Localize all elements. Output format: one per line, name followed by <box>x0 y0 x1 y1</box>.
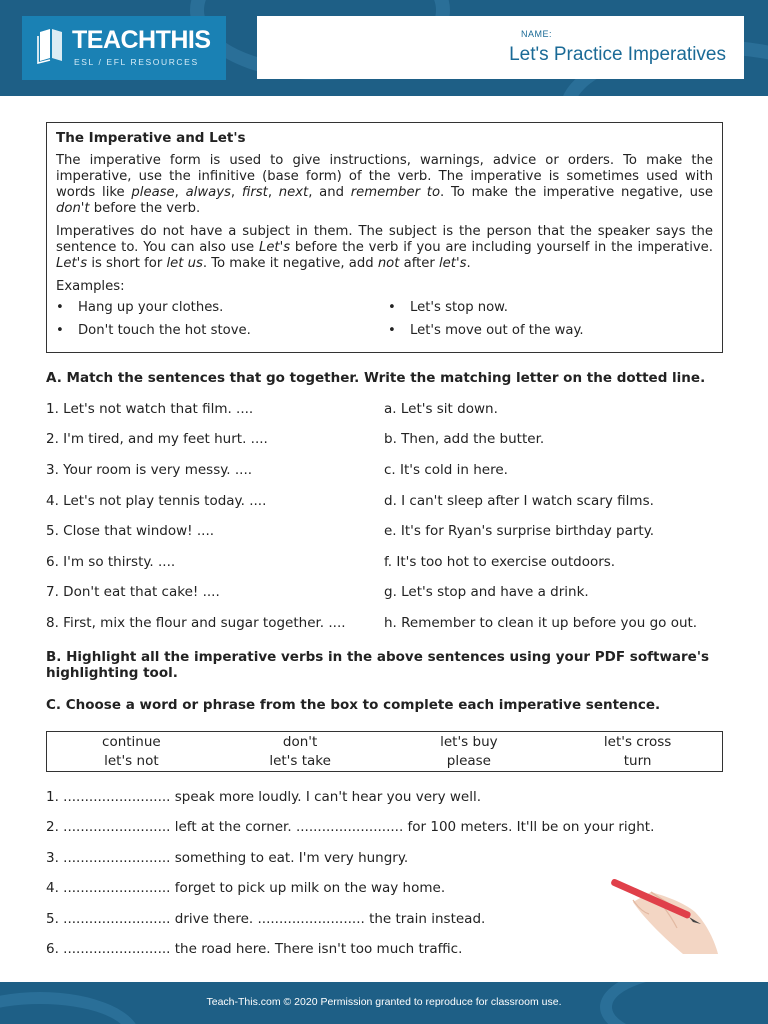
grammar-info-box <box>46 122 723 353</box>
word-option: let's cross <box>603 733 672 750</box>
fill-in-sentence[interactable]: 3. ......................... something to eat. I'm very hungry. <box>46 850 409 866</box>
word-option: let's take <box>269 752 331 769</box>
word-option: continue <box>102 733 161 750</box>
section-b-heading: B. Highlight all the imperative verbs in the above sentences using your PDF software's highlighting tool. <box>46 649 710 681</box>
bullet-icon: • <box>56 300 64 315</box>
fill-in-sentence[interactable]: 5. ......................... drive there. ......................... the train instead. <box>46 911 486 927</box>
word-option: let's buy <box>440 733 498 750</box>
example-item <box>388 323 708 339</box>
name-label: NAME: <box>520 29 552 39</box>
match-left-item[interactable]: 2. I'm tired, and my feet hurt. .... <box>46 431 268 447</box>
text: . <box>466 256 471 271</box>
example-text: Let's stop now. <box>410 300 508 315</box>
info-paragraph-2 <box>56 224 713 272</box>
match-left-item[interactable]: 5. Close that window! .... <box>46 523 215 539</box>
emphasis: remember to <box>350 185 441 200</box>
emphasis: please <box>131 185 175 200</box>
text: , <box>230 185 242 200</box>
examples-label: Examples: <box>56 279 125 294</box>
match-right-item: b. Then, add the butter. <box>384 431 545 447</box>
page-footer <box>0 982 768 1024</box>
page-header <box>0 0 768 96</box>
info-paragraph-1 <box>56 153 713 217</box>
emphasis: Let's <box>56 256 88 271</box>
emphasis: next <box>278 185 309 200</box>
section-c-heading: C. Choose a word or phrase from the box to complete each imperative sentence. <box>46 697 661 713</box>
example-text: Don't touch the hot stove. <box>78 323 251 338</box>
logo-subtitle: ESL / EFL RESOURCES <box>74 57 199 67</box>
logo[interactable] <box>22 16 226 80</box>
text: after <box>399 256 440 271</box>
info-heading: The Imperative and Let's <box>56 130 246 146</box>
fill-in-sentence[interactable]: 6. ......................... the road here. There isn't too much traffic. <box>46 941 463 957</box>
match-left-item[interactable]: 6. I'm so thirsty. .... <box>46 554 176 570</box>
match-left-item[interactable]: 4. Let's not play tennis today. .... <box>46 493 267 509</box>
logo-title: TEACHTHIS <box>72 26 211 54</box>
text: before the verb. <box>89 201 201 216</box>
bullet-icon: • <box>56 323 64 338</box>
emphasis: let's <box>439 256 467 271</box>
text: , and <box>308 185 351 200</box>
word-option: let's not <box>104 752 159 769</box>
emphasis: first <box>241 185 268 200</box>
text: The imperative form is used to give instructions, warnings, advice or orders. To make the imperative, use the infinitive (base form) of the verb. The imperative is sometimes used with words like <box>56 153 713 200</box>
text: , <box>174 185 186 200</box>
fill-in-sentence[interactable]: 2. ......................... left at the corner. ......................... for 100 meters. It'll be on your right. <box>46 819 655 835</box>
bullet-icon: • <box>388 323 396 338</box>
match-left-item[interactable]: 8. First, mix the flour and sugar together. .... <box>46 615 346 631</box>
emphasis: let us <box>166 256 203 271</box>
match-right-item: f. It's too hot to exercise outdoors. <box>384 554 616 570</box>
word-option: don't <box>282 733 318 750</box>
page-title: Let's Practice Imperatives <box>509 44 726 65</box>
book-icon <box>36 28 66 64</box>
match-left-item[interactable]: 3. Your room is very messy. .... <box>46 462 253 478</box>
example-item <box>388 300 708 316</box>
match-right-item: g. Let's stop and have a drink. <box>384 584 589 600</box>
word-box <box>46 731 723 772</box>
match-left-item[interactable]: 1. Let's not watch that film. .... <box>46 401 254 417</box>
text: before the verb if you are including yourself in the imperative. <box>290 240 713 255</box>
match-right-item: d. I can't sleep after I watch scary films. <box>384 493 654 509</box>
emphasis: Let's <box>258 240 291 255</box>
bullet-icon: • <box>388 300 396 315</box>
emphasis: don't <box>56 201 90 216</box>
match-right-item: h. Remember to clean it up before you go out. <box>384 615 698 631</box>
example-text: Hang up your clothes. <box>78 300 224 315</box>
text: . To make the imperative negative, use <box>440 185 713 200</box>
fill-in-sentence[interactable]: 4. ......................... forget to pick up milk on the way home. <box>46 880 446 896</box>
hand-with-pen-icon <box>603 862 723 958</box>
word-option: please <box>446 752 491 769</box>
text: , <box>267 185 279 200</box>
text: . To make it negative, add <box>202 256 378 271</box>
text: Imperatives do not have a subject in them. The subject is the person that the speaker says the sentence to. You can also use <box>56 224 713 255</box>
section-a-heading: A. Match the sentences that go together. Write the matching letter on the dotted line. <box>46 370 706 386</box>
word-option: turn <box>623 752 652 769</box>
text: is short for <box>87 256 167 271</box>
match-right-item: c. It's cold in here. <box>384 462 508 478</box>
fill-in-sentence[interactable]: 1. ......................... speak more loudly. I can't hear you very well. <box>46 789 481 805</box>
emphasis: always <box>185 185 231 200</box>
match-right-item: e. It's for Ryan's surprise birthday party. <box>384 523 655 539</box>
emphasis: not <box>377 256 400 271</box>
example-item <box>56 323 388 339</box>
footer-copyright: Teach-This.com © 2020 Permission granted to reproduce for classroom use. <box>206 996 562 1008</box>
title-box <box>257 16 744 79</box>
example-item <box>56 300 388 316</box>
examples-list <box>56 300 713 339</box>
example-text: Let's move out of the way. <box>410 323 584 338</box>
match-right-item: a. Let's sit down. <box>384 401 498 417</box>
match-left-item[interactable]: 7. Don't eat that cake! .... <box>46 584 220 600</box>
